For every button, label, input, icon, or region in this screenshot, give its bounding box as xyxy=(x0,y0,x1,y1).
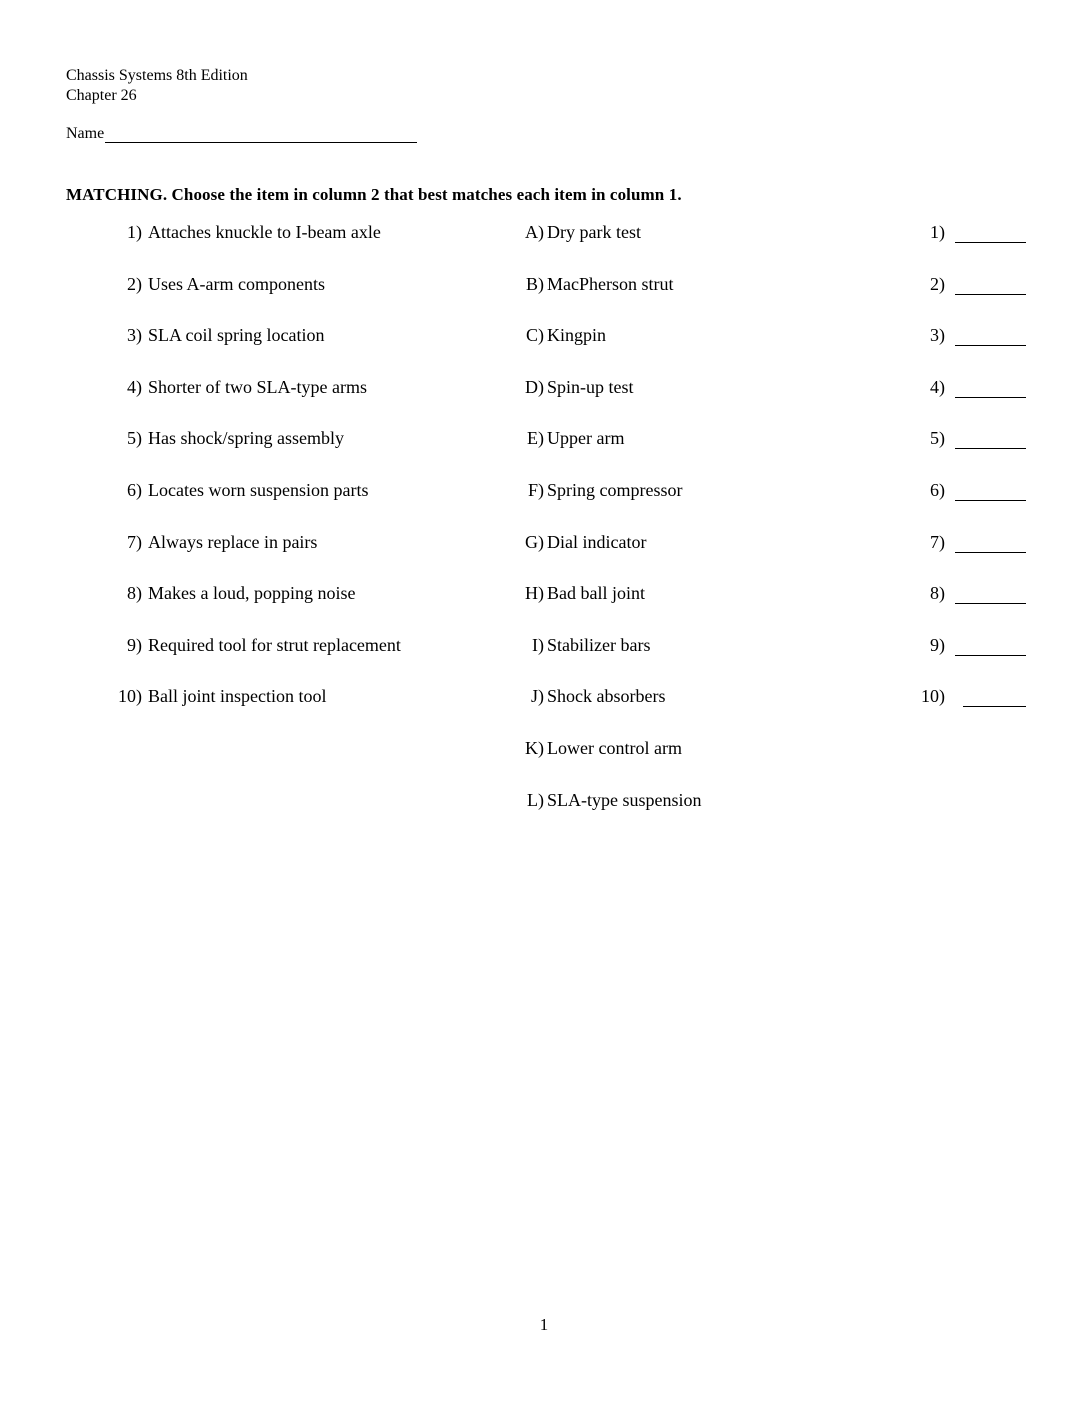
matching-row xyxy=(0,790,1088,814)
column2-item-letter: K) xyxy=(525,738,544,758)
answer-number: 7) xyxy=(930,532,945,552)
column1-item-number: 3) xyxy=(127,325,142,345)
matching-row xyxy=(0,222,1088,246)
answer-number: 6) xyxy=(930,480,945,500)
column1-item-text: Required tool for strut replacement xyxy=(148,635,401,655)
column1-item-number: 6) xyxy=(127,480,142,500)
name-blank-line[interactable] xyxy=(105,125,417,143)
name-field[interactable] xyxy=(66,125,417,143)
matching-row xyxy=(0,686,1088,710)
column1-item-text: Always replace in pairs xyxy=(148,532,318,552)
answer-blank[interactable] xyxy=(955,448,1026,449)
answer-blank[interactable] xyxy=(955,242,1026,243)
column2-item-letter: A) xyxy=(525,222,544,242)
column2-item-text: Shock absorbers xyxy=(547,686,666,706)
answer-blank[interactable] xyxy=(955,552,1026,553)
column1-item-number: 4) xyxy=(127,377,142,397)
column2-item-letter: G) xyxy=(525,532,544,552)
name-label: Name xyxy=(66,125,105,142)
page-number: 1 xyxy=(539,1315,549,1334)
instructions-heading: MATCHING. Choose the item in column 2 that best matches each item in column 1. xyxy=(66,185,682,204)
matching-row xyxy=(0,583,1088,607)
column1-item-text: Locates worn suspension parts xyxy=(148,480,369,500)
column2-item-text: Spin-up test xyxy=(547,377,634,397)
column2-item-text: Dry park test xyxy=(547,222,641,242)
column1-item-number: 1) xyxy=(127,222,142,242)
column1-item-number: 7) xyxy=(127,532,142,552)
book-title: Chassis Systems 8th Edition xyxy=(66,67,248,84)
column1-item-number: 8) xyxy=(127,583,142,603)
column1-item-number: 10) xyxy=(118,686,142,706)
column2-item-text: Bad ball joint xyxy=(547,583,645,603)
answer-blank[interactable] xyxy=(955,345,1026,346)
answer-number: 8) xyxy=(930,583,945,603)
matching-row xyxy=(0,480,1088,504)
column2-item-letter: E) xyxy=(527,428,544,448)
column2-item-letter: J) xyxy=(531,686,544,706)
column1-item-text: Attaches knuckle to I-beam axle xyxy=(148,222,381,242)
column2-item-text: Kingpin xyxy=(547,325,607,345)
answer-number: 9) xyxy=(930,635,945,655)
answer-blank[interactable] xyxy=(955,500,1026,501)
column2-item-letter: B) xyxy=(526,274,544,294)
column1-item-text: SLA coil spring location xyxy=(148,325,325,345)
column1-item-number: 5) xyxy=(127,428,142,448)
matching-row xyxy=(0,274,1088,298)
column1-item-text: Makes a loud, popping noise xyxy=(148,583,356,603)
chapter-label: Chapter 26 xyxy=(66,87,137,104)
answer-number: 3) xyxy=(930,325,945,345)
document-header xyxy=(66,66,248,106)
answer-number: 5) xyxy=(930,428,945,448)
answer-number: 4) xyxy=(930,377,945,397)
matching-row xyxy=(0,532,1088,556)
column2-item-text: Lower control arm xyxy=(547,738,682,758)
answer-number: 1) xyxy=(930,222,945,242)
answer-number: 2) xyxy=(930,274,945,294)
matching-row xyxy=(0,325,1088,349)
matching-row xyxy=(0,377,1088,401)
column1-item-text: Uses A-arm components xyxy=(148,274,325,294)
answer-blank[interactable] xyxy=(963,706,1026,707)
column2-item-letter: D) xyxy=(525,377,544,397)
column2-item-letter: H) xyxy=(525,583,544,603)
column2-item-text: SLA-type suspension xyxy=(547,790,702,810)
answer-number: 10) xyxy=(921,686,945,706)
column2-item-text: Spring compressor xyxy=(547,480,683,500)
column2-item-letter: L) xyxy=(527,790,544,810)
column2-item-letter: C) xyxy=(526,325,544,345)
answer-blank[interactable] xyxy=(955,397,1026,398)
column1-item-text: Has shock/spring assembly xyxy=(148,428,344,448)
answer-blank[interactable] xyxy=(955,655,1026,656)
matching-row xyxy=(0,635,1088,659)
column1-item-number: 2) xyxy=(127,274,142,294)
answer-blank[interactable] xyxy=(955,603,1026,604)
column2-item-text: Upper arm xyxy=(547,428,625,448)
column2-item-letter: F) xyxy=(527,480,544,500)
column2-item-text: MacPherson strut xyxy=(547,274,674,294)
column2-item-text: Stabilizer bars xyxy=(547,635,651,655)
answer-blank[interactable] xyxy=(955,294,1026,295)
column2-item-text: Dial indicator xyxy=(547,532,647,552)
matching-row xyxy=(0,738,1088,762)
column1-item-number: 9) xyxy=(127,635,142,655)
column1-item-text: Shorter of two SLA-type arms xyxy=(148,377,367,397)
matching-row xyxy=(0,428,1088,452)
column1-item-text: Ball joint inspection tool xyxy=(148,686,327,706)
column2-item-letter: I) xyxy=(532,635,544,655)
